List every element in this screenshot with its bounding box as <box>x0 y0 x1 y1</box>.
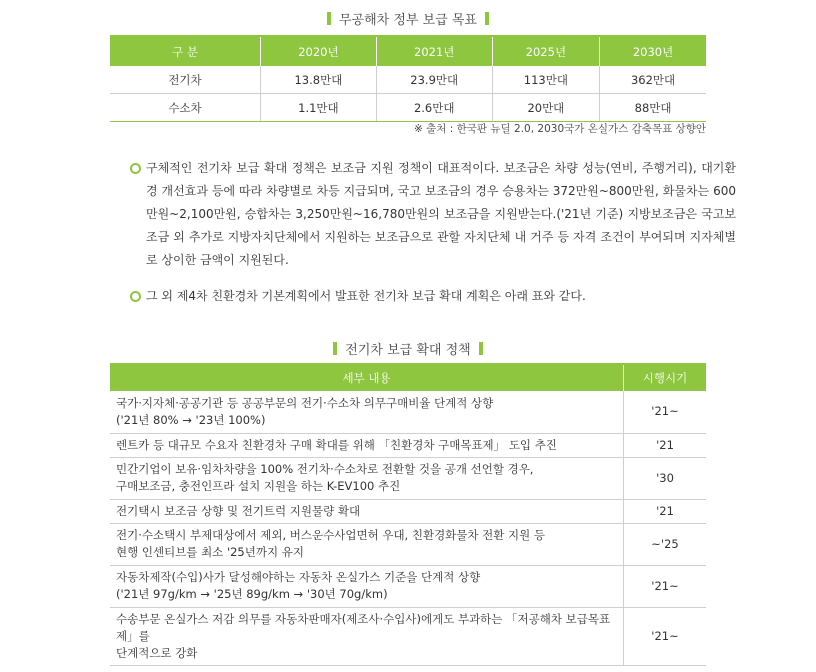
bullet-paragraph-subsidy: 구체적인 전기차 보급 확대 정책은 보조금 지원 정책이 대표적이다. 보조금은 차량 성능(연비, 주행거리), 대기환경 개선효과 등에 따라 차량별로 차등 지급되며, 국고 보조금의 경우 승용차는 372만원~800만원, 화물차는 600만원~2,100만원, 승합차는 3,250만원~16,780만원의 보조금을 지원받는다.('21년 기준) 지방보조금은 국고보조금 외 추가로 지방자치단체에서 지원하는 보조금으로 관할 자치단체 내 거주 등 자격 조건이 부여되며 지자체별로 상이한 금액이 지원된다. <box>130 157 736 272</box>
table-cell: 362만대 <box>600 66 706 94</box>
bullet-circle-icon <box>130 291 141 302</box>
policy-detail: 전기·수소택시 부제대상에서 제외, 버스운수사업면허 우대, 친환경화물차 전환 지원 등 현행 인센티브를 최소 '25년까지 유지 <box>110 523 624 565</box>
policy-period: '21 <box>624 499 707 523</box>
source-note: ※ 출처 : 한국판 뉴딜 2.0, 2030국가 온실가스 감축목표 상향안 <box>414 123 706 135</box>
policy-detail: 자동차제작(수입)사가 달성해야하는 자동차 온실가스 기준을 단계적 상향 ('21년 97g/km → '25년 89g/km → '30년 70g/km) <box>110 565 624 607</box>
policy-period: ~'25 <box>624 523 707 565</box>
table-cell: 88만대 <box>600 94 706 122</box>
header-2021: 2021년 <box>376 36 492 66</box>
table-cell: 20만대 <box>492 94 599 122</box>
table-row <box>110 565 706 607</box>
header-2030: 2030년 <box>600 36 706 66</box>
title-bar-left <box>333 342 337 355</box>
table-row <box>110 391 706 433</box>
policy-detail: 민간기업이 보유·임차차량을 100% 전기차·수소차로 전환할 것을 공개 선언할 경우, 구매보조금, 충전인프라 설치 지원을 하는 K-EV100 추진 <box>110 457 624 499</box>
table-cell: 113만대 <box>492 66 599 94</box>
policy-period: '21~ <box>624 607 707 665</box>
title-bar-right <box>485 12 489 25</box>
table-cell: 13.8만대 <box>261 66 377 94</box>
header-details: 세부 내용 <box>110 364 624 391</box>
policy-detail: 전기택시 보조금 상향 및 전기트럭 지원물량 확대 <box>110 499 624 523</box>
section1-title: 무공해차 정부 보급 목표 <box>0 9 816 28</box>
table-cell: 1.1만대 <box>261 94 377 122</box>
policy-table-header <box>110 364 706 391</box>
table-row <box>110 457 706 499</box>
header-category: 구 분 <box>110 36 261 66</box>
policy-detail: 렌트카 등 대규모 수요자 친환경차 구매 확대를 위해 「친환경차 구매목표제」 도입 추진 <box>110 433 624 457</box>
table-row <box>110 94 706 122</box>
target-table-header <box>110 36 706 66</box>
table-cell: 23.9만대 <box>376 66 492 94</box>
title-bar-left <box>327 12 331 25</box>
title-bar-right <box>479 342 483 355</box>
row-label-ev: 전기차 <box>110 66 261 94</box>
section2-title: 전기차 보급 확대 정책 <box>0 339 816 358</box>
table-row <box>110 607 706 665</box>
policy-period: '30 <box>624 457 707 499</box>
header-2025: 2025년 <box>492 36 599 66</box>
bullet-paragraph-plan: 그 외 제4차 친환경차 기본계획에서 발표한 전기차 보급 확대 계획은 아래 표와 같다. <box>130 285 736 308</box>
row-label-hydrogen: 수소차 <box>110 94 261 122</box>
table-row <box>110 523 706 565</box>
target-table <box>110 35 706 122</box>
policy-detail: 수송부문 온실가스 저감 의무를 자동차판매자(제조사·수입사)에게도 부과하는 「저공해차 보급목표제」를 단계적으로 강화 <box>110 607 624 665</box>
policy-table <box>110 363 706 666</box>
table-row <box>110 66 706 94</box>
table-row <box>110 433 706 457</box>
policy-period: '21~ <box>624 565 707 607</box>
table-cell: 2.6만대 <box>376 94 492 122</box>
header-2020: 2020년 <box>261 36 377 66</box>
header-period: 시행시기 <box>624 364 707 391</box>
policy-period: '21~ <box>624 391 707 433</box>
table-row <box>110 499 706 523</box>
policy-period: '21 <box>624 433 707 457</box>
bullet-circle-icon <box>130 163 141 174</box>
policy-detail: 국가·지자체·공공기관 등 공공부문의 전기·수소차 의무구매비율 단계적 상향 ('21년 80% → '23년 100%) <box>110 391 624 433</box>
